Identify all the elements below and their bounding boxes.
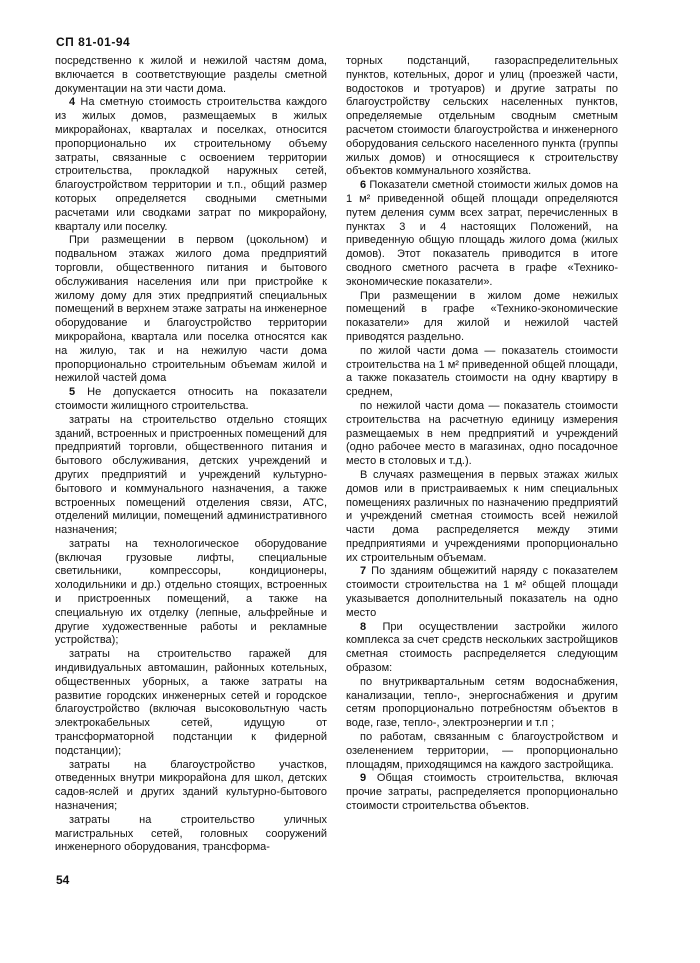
paragraph-text: Не допускается относить на показатели стоимости жилищного строительства. — [55, 386, 327, 412]
paragraph-text: по внутриквартальным сетям водоснабжения, канализации, тепло-, энергоснабжения и другим сетям пропорционально потребностям объектов в воде, газе, тепло-, электроэнергии и т.п ; — [346, 675, 618, 730]
clause-number: 6 — [360, 179, 367, 192]
paragraph — [346, 621, 618, 676]
paragraph — [346, 676, 618, 731]
paragraph-text: затраты на строительство отдельно стоящих зданий, встроенных и пристроенных помещений для предприятий торговли, общественного питания и бытового обслуживания, детских учреждений и других предприятий и учреждений культурно-бытового и коммунального назначения, а также встроенных помещений отделения связи, АТС, отделений милиции, помещений административного назначения; — [55, 413, 327, 537]
clause-number: 8 — [360, 620, 367, 633]
paragraph-text: Общая стоимость строительства, включая прочие затраты, распределяется пропорционально стоимости строительства объектов. — [346, 772, 618, 813]
paragraph-text: по нежилой части дома — показатель стоимости строительства на расчетную единицу измерения размещаемых в нем предприятий и учреждений (одно рабочее место в магазинах, одно посадочное место в столовых и т.д.). — [346, 399, 618, 468]
paragraph-text: При осуществлении застройки жилого комплекса за счет средств нескольких застройщиков сметная стоимость распределяется следующим образом: — [346, 620, 618, 675]
clause-number: 7 — [360, 565, 367, 578]
paragraph — [55, 55, 327, 96]
paragraph — [346, 55, 618, 179]
paragraph-text: торных подстанций, газораспределительных пунктов, котельных, дорог и улиц (проезжей части, водостоков и тротуаров) и другие затраты по благоустройству сельских населенных пунктов, определяемые отдельным сводным сметным расчетом стоимости благоустройства и инженерного оборудования сельского населенного пункта (группы жилых домов) и относящиеся к строительству объектов коммунального хозяйства. — [346, 55, 618, 178]
paragraph — [346, 290, 618, 345]
paragraph-text: затраты на благоустройство участков, отведенных внутри микрорайона для школ, детских садов-яслей и других зданий культурно-бытового назначения; — [55, 758, 327, 813]
paragraph-text: затраты на технологическое оборудование (включая грузовые лифты, специальные светильники, компрессоры, кондиционеры, холодильники и др.) отдельно стоящих, встроенных и пристроенных помещений, а также на специальную их отделку (лепные, альфрейные и другие художественные работы и рекламные устройства); — [55, 537, 327, 647]
paragraph-text: по жилой части дома — показатель стоимости строительства на 1 м² приведенной общей площади, а также показатель стоимости на одну квартиру в среднем, — [346, 344, 618, 399]
paragraph — [55, 648, 327, 758]
paragraph — [55, 386, 327, 414]
paragraph — [55, 759, 327, 814]
paragraph-text: В случаях размещения в первых этажах жилых домов или в пристраиваемых к ним специальных помещениях различных по назначению предприятий и учреждений сметная стоимость всей нежилой части дома распределяется между этими предприятиями и учреждениями пропорционально их строительным объемам. — [346, 468, 618, 564]
page-number: 54 — [56, 873, 70, 887]
paragraph — [55, 96, 327, 234]
paragraph-text: затраты на строительство гаражей для индивидуальных автомашин, районных котельных, общественных уборных, а также затраты на развитие городских инженерных сетей и городское благоустройство (включая высоковольтную часть электрокабельных сетей, идущую от трансформаторной подстанции к фидерной подстанции); — [55, 648, 327, 757]
paragraph-text: по работам, связанным с благоустройством и озеленением территории, — пропорционально площадям, приходящимся на каждого застройщика. — [346, 731, 618, 771]
document-code: СП 81-01-94 — [56, 35, 131, 49]
clause-number: 9 — [360, 772, 367, 785]
paragraph — [346, 772, 618, 813]
paragraph — [346, 179, 618, 289]
paragraph — [346, 469, 618, 566]
paragraph-text: При размещении в жилом доме нежилых помещений в графе «Технико-экономические показатели» для жилой и нежилой частей приводятся раздельно. — [346, 289, 618, 343]
paragraph-text: Показатели сметной стоимости жилых домов на 1 м² приведенной общей площади определяются путем деления сумм всех затрат, перечисленных в пунктах 3 и 4 настоящих Положений, на приведенную общую площадь жилого дома (жилых домов). Этот показатель приводится в итоге сводного сметного расчета в графе «Технико-экономические показатели». — [346, 179, 618, 288]
paragraph — [55, 414, 327, 538]
paragraph — [346, 731, 618, 772]
paragraph — [55, 538, 327, 648]
clause-number: 5 — [69, 386, 76, 399]
paragraph — [346, 565, 618, 620]
paragraph-text: По зданиям общежитий наряду с показателем стоимости строительства на 1 м² общей площади указывается дополнительный показатель на одно место — [346, 565, 618, 619]
paragraph-text: При размещении в первом (цокольном) и подвальном этажах жилого дома предприятий торговли, общественного питания и бытового обслуживания населения или при пристройке к жилому дому для этих предприятий специальных помещений в верхнем этаже затраты на инженерное оборудование и благоустройство территории микрорайона, квартала или поселка относятся как на жилую, так и на нежилую части дома пропорционально строительным объемам жилой и нежилой частей дома — [55, 234, 327, 385]
paragraph — [55, 814, 327, 855]
paragraph — [346, 345, 618, 400]
paragraph-text: затраты на строительство уличных магистральных сетей, головных сооружений инженерного оборудования, трансформа- — [55, 813, 327, 854]
right-column — [346, 55, 618, 814]
clause-number: 4 — [69, 96, 76, 109]
paragraph-text: посредственно к жилой и нежилой частям дома, включается в соответствующие разделы сметной документации на эти части дома. — [55, 55, 327, 95]
paragraph — [55, 234, 327, 386]
left-column — [55, 55, 327, 855]
paragraph-text: На сметную стоимость строительства каждого из жилых домов, размещаемых в жилых микрорайонах, кварталах и поселках, относится пропорционально их строительному объему затраты, связанные с освоением территории строительства, прокладкой наружных сетей, благоустройством территории и т.п., общий размер которых определяется сводными сметными расчетами или сводками затрат по микрорайону, кварталу или поселку. — [55, 96, 327, 233]
paragraph — [346, 400, 618, 469]
